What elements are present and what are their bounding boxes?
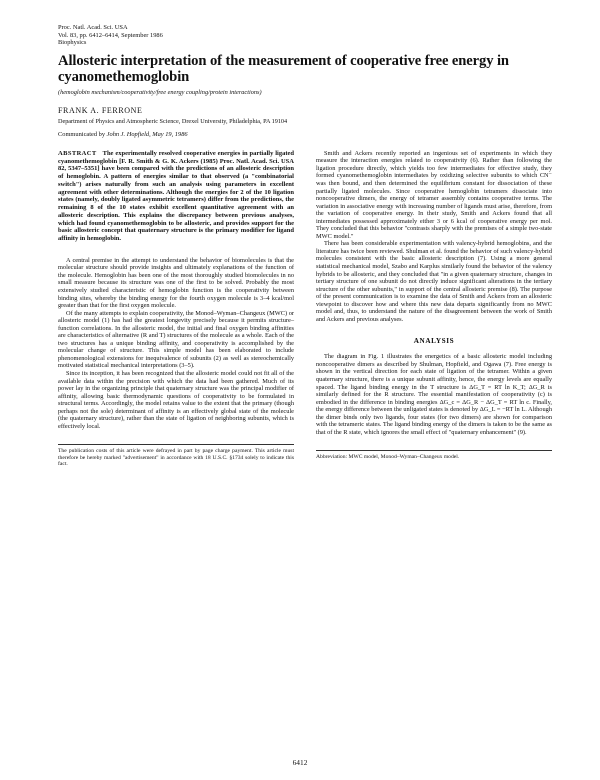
paper-title: Allosteric interpretation of the measurement of cooperative free energy in cyanomethemoglobin xyxy=(58,52,509,86)
body-paragraph: Of the many attempts to explain cooperativity, the Monod–Wyman–Changeux (MWC) or allosteric model (1) has had the greatest longevity precisely because it permits structure–function correlations. In the allosteric model, the initial and final oxygen binding affinities are characteristics of alternative (R and T) structures of the molecule as a whole. Each of the two structures has a unique binding affinity, and cooperativity is accomplished by the molecular change of structure. This simple model has been elaborated to include phenomenological extensions for inequivalence of subunits (2) as well as stereochemically motivated statistical mechanical interpretations (3–5). xyxy=(58,309,294,370)
publication-cost-footnote: The publication costs of this article were defrayed in part by page charge payment. This article must therefore be hereby marked "advertisement" in accordance with 18 U.S.C. §1734 solely to indicate this fact. xyxy=(58,448,294,468)
footnote-rule xyxy=(316,450,552,451)
section-heading-analysis: ANALYSIS xyxy=(413,337,455,346)
abstract-text: The experimentally resolved cooperative energies in partially ligated cyanomethemoglobin [F. R. Smith & G. K. Ackers (1985) Proc. Natl. Acad. Sci. USA 82, 5347–5351] have been compared with the predictions of an allosteric description of hemoglobin. A pattern of energies similar to that observed (a "combinatorial switch") arises naturally from such an analysis using parameters in excellent agreement with other determinations. Although the energies for 2 of the 10 ligation states (namely, doubly ligated asymmetric tetramers) differ from the predictions, the remaining 8 of the 10 states exhibit excellent quantitative agreement with an allosteric description. This explains the discrepancy between previous analyses, which had found cyanomethemoglobin to be allosteric, and provides support for the basic allosteric concept that quaternary structure is the primary modifier for ligand affinity in hemoglobin. xyxy=(58,149,294,243)
keywords: (hemoglobin mechanism/cooperativity/free energy coupling/protein interactions) xyxy=(58,88,262,96)
abbreviation-footnote: Abbreviation: MWC model, Monod–Wyman–Changeux model. xyxy=(316,454,460,461)
body-paragraph: There has been considerable experimentation with valency-hybrid hemoglobins, and the literature has twice been reviewed. Shulman et al. found the behavior of such valency-hybrid molecules consistent with the basic allosteric description (7). Using a more general statistical mechanical model, Szabo and Karplus similarly found the behavior of the valency hybrids to be allosteric, and they concluded that "in a given quaternary structure, changes in tertiary structure of one subunit do not directly induce significant alterations in the tertiary structure of the other subunits," in support of the central allosteric premise (8). The purpose of the present communication is to examine the data of Smith and Ackers from an allosteric viewpoint to discover how and where this new data departs significantly from no MWC model and, thus, to understand the nature of the disagreement between the work of Smith and Ackers and previous analyses. xyxy=(316,240,552,323)
affiliation: Department of Physics and Atmospheric Science, Drexel University, Philadelphia, PA 19104 xyxy=(58,117,288,125)
body-paragraph: Since its inception, it has been recognized that the allosteric model could not fit all of the available data within the precision with which the data had been gathered. Much of its power lay in the organizing principle that quaternary structure was the principal modifier of affinity, allowing basic thermodynamic questions of cooperativity to be formulated in structural terms. Accordingly, the model retains value to the extent that the primary (though perhaps not the sole) determinant of affinity is an effectively global state of the molecule (the quaternary structure), rather than the state of ligation of neighboring subunits, which is effectively local. xyxy=(58,369,294,430)
communicated-by: John J. Hopfield, May 19, 1986 xyxy=(106,130,188,138)
abstract xyxy=(58,150,294,243)
body-paragraph: Smith and Ackers recently reported an ingenious set of experiments in which they measure the interaction energies related to cooperativity (6). Rather than following the ligation procedure directly, which yields too few intermediates for effective study, they formed cyanomethemoglobin intermediates by oxidizing selective subunits to which CN⁻ was then bound, and then determined the equilibrium constant for dissociation of these partially ligated molecules. Since cooperative hemoglobin tetramers dissociate into noncooperative dimers, the energy of tetramer assembly contains cooperative terms. The variation in associative energy with increasing number of ligands must arise, therefore, from the variation of cooperative energy. In their study, Smith and Ackers found that all intermediates possessed approximately either 3 or 6 kcal of cooperative energy per mol. They concluded that this behavior "contrasts sharply with the premises of a simple two-state MWC model." xyxy=(316,149,552,240)
footnote-rule xyxy=(58,444,294,445)
left-column xyxy=(58,150,294,468)
page-number: 6412 xyxy=(292,758,308,767)
communicated-prefix: Communicated by xyxy=(58,130,106,138)
journal-header xyxy=(58,24,552,47)
author: FRANK A. FERRONE xyxy=(58,105,143,115)
right-column xyxy=(316,150,552,468)
body-paragraph: A central premise in the attempt to understand the behavior of biomolecules is that the molecular structure should provide insights and ultimately explanations of the function of the molecule. Hemoglobin has been one of the most thoroughly studied biomolecules in no small measure because its structure was one of the first to be solved. Probably the most extensively studied characteristic of hemoglobin function is the cooperativity between binding sites, whereby the binding energy for the fourth oxygen molecule is 3–4 kcal/mol greater than that for the first oxygen molecule. xyxy=(58,256,294,310)
analysis-paragraph: The diagram in Fig. 1 illustrates the energetics of a basic allosteric model including noncooperative dimers as described by Shulman, Hopfield, and Ogawa (7). Free energy is shown in the vertical direction for each state of ligation of the tetramer. Within a given quaternary structure, there is a unique subunit affinity, hence, the energy levels are equally spaced. The ligand binding energy in the T structure is ΔG_T = RT ln K_T; ΔG_R is similarly defined for the R structure. The essential manifestation of cooperativity (c) is embodied in the difference in binding energies ΔG_c = ΔG_R − ΔG_T = RT ln c. Finally, the energy difference between the unligated states is denoted by ΔG_L = −RT ln L. Although the dimer binds only two ligands, four states (for two dimers) are shown for comparison with the tetrameric states. The ligand binding energy of the dimers is taken to be the same as that of the R state, which ignores the small effect of "quaternary enhancement" (9). xyxy=(316,353,552,436)
journal-name: Proc. Natl. Acad. Sci. USA xyxy=(58,24,128,31)
abstract-label: ABSTRACT xyxy=(58,149,97,157)
volume-line: Vol. 83, pp. 6412–6414, September 1986 xyxy=(58,31,163,39)
two-column-body xyxy=(58,150,552,468)
section-label: Biophysics xyxy=(58,39,87,47)
communicated-line xyxy=(58,131,552,138)
